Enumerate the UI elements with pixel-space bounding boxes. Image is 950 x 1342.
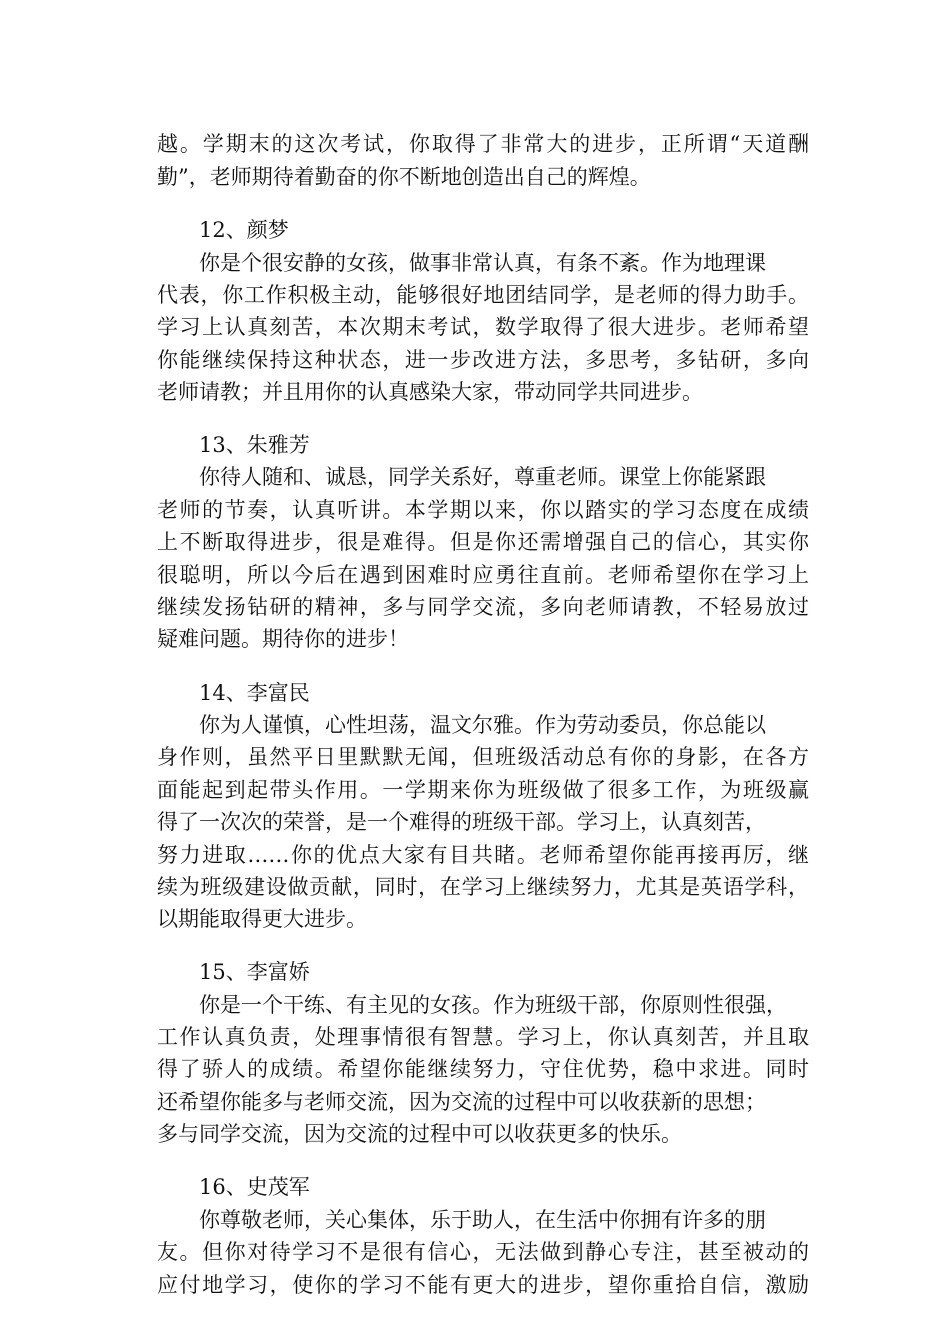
body-line: 面能起到起带头作用。一学期来你为班级做了很多工作，为班级赢 [157,778,809,802]
entry-heading: 14、李富民 [199,681,310,705]
body-line: 老师的节奏，认真听讲。本学期以来，你以踏实的学习态度在成绩 [157,498,809,522]
body-line: 还希望你能多与老师交流，因为交流的过程中可以收获新的思想； [157,1090,766,1114]
body-line: 身作则，虽然平日里默默无闻，但班级活动总有你的身影，在各方 [157,745,809,769]
body-line: 你待人随和、诚恳，同学关系好，尊重老师。课堂上你能紧跟 [199,465,766,489]
entry-heading: 16、史茂军 [199,1175,310,1199]
body-line: 越。学期末的这次考试，你取得了非常大的进步，正所谓“天道酬 [157,132,809,156]
body-line: 你为人谨慎，心性坦荡，温文尔雅。作为劳动委员，你总能以 [199,713,766,737]
entry-heading: 13、朱雅芳 [199,433,310,457]
body-line: 得了一次次的荣誉，是一个难得的班级干部。学习上，认真刻苦， [157,810,766,834]
body-line: 续为班级建设做贡献，同时，在学习上继续努力，尤其是英语学科， [157,875,809,899]
body-line: 你是一个干练、有主见的女孩。作为班级干部，你原则性很强， [199,993,787,1017]
body-line: 工作认真负责，处理事情很有智慧。学习上，你认真刻苦，并且取 [157,1025,809,1049]
body-line: 得了骄人的成绩。希望你能继续努力，守住优势，稳中求进。同时 [157,1057,809,1081]
body-line: 友。但你对待学习不是很有信心，无法做到静心专注，甚至被动的 [157,1240,809,1264]
body-line: 努力进取……你的优点大家有目共睹。老师希望你能再接再厉，继 [157,843,809,867]
body-line: 继续发扬钻研的精神，多与同学交流，多向老师请教，不轻易放过 [157,595,809,619]
body-line: 疑难问题。期待你的进步！ [157,627,409,651]
body-line: 老师请教；并且用你的认真感染大家，带动同学共同进步。 [157,380,703,404]
body-line: 勤”，老师期待着勤奋的你不断地创造出自己的辉煌。 [157,165,651,189]
body-line: 你尊敬老师，关心集体，乐于助人，在生活中你拥有许多的朋 [199,1208,766,1232]
body-line: 你能继续保持这种状态，进一步改进方法，多思考，多钻研，多向 [157,348,809,372]
body-line: 学习上认真刻苦，本次期末考试，数学取得了很大进步。老师希望 [157,315,809,339]
body-line: 应付地学习，使你的学习不能有更大的进步，望你重拾自信，激励 [157,1273,809,1297]
body-line: 很聪明，所以今后在遇到困难时应勇往直前。老师希望你在学习上 [157,563,809,587]
body-line: 上不断取得进步，很是难得。但是你还需增强自己的信心，其实你 [157,530,809,554]
body-line: 以期能取得更大进步。 [157,907,367,931]
body-line: 代表，你工作积极主动，能够很好地团结同学，是老师的得力助手。 [157,283,809,307]
body-line: 多与同学交流，因为交流的过程中可以收获更多的快乐。 [157,1122,682,1146]
entry-heading: 12、颜梦 [199,218,289,242]
entry-heading: 15、李富娇 [199,960,310,984]
body-line: 你是个很安静的女孩，做事非常认真，有条不紊。作为地理课 [199,251,766,275]
